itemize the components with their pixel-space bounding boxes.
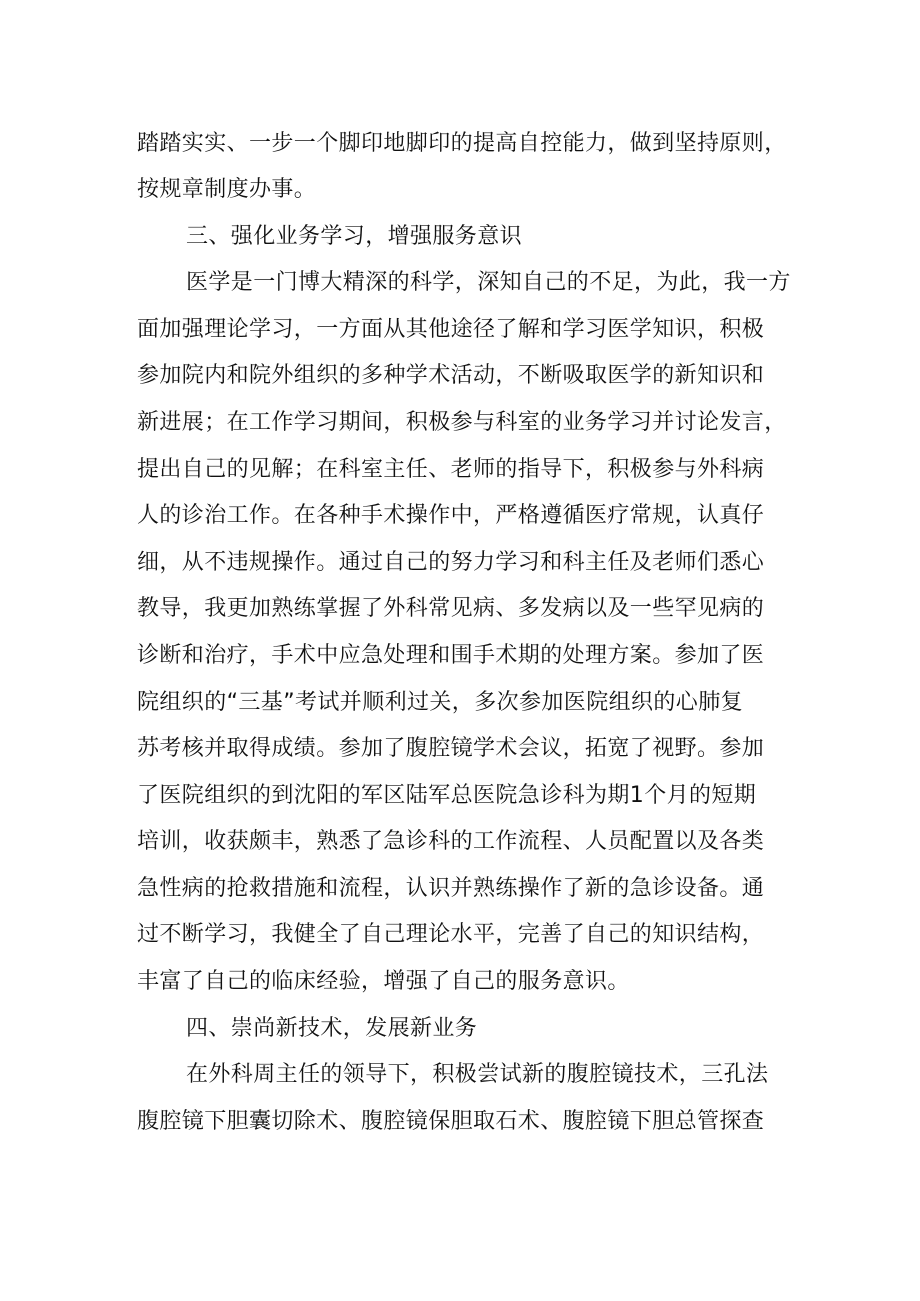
text-line: 在外科周主任的领导下，积极尝试新的腹腔镜技术，三孔法 (186, 1062, 769, 1087)
text-line: 教导，我更加熟练掌握了外科常见病、多发病以及一些罕见病的 (137, 596, 765, 621)
text-line: 腹腔镜下胆囊切除术、腹腔镜保胆取石术、腹腔镜下胆总管探查 (137, 1109, 765, 1134)
text-line: 提出自己的见解；在科室主任、老师的指导下，积极参与外科病 (137, 457, 765, 482)
text-line: 面加强理论学习，一方面从其他途径了解和学习医学知识，积极 (137, 317, 765, 342)
text-line: 参加院内和院外组织的多种学术活动，不断吸取医学的新知识和 (137, 363, 765, 388)
text-line: 医学是一门博大精深的科学，深知自己的不足，为此，我一方 (186, 270, 791, 295)
text-line: 人的诊治工作。在各种手术操作中，严格遵循医疗常规，认真仔 (137, 503, 765, 528)
section-heading: 四、崇尚新技术，发展新业务 (186, 1016, 478, 1041)
text-line: 了医院组织的到沈阳的军区陆军总医院急诊科为期1个月的短期 (137, 783, 757, 808)
text-line: 培训，收获颇丰，熟悉了急诊科的工作流程、人员配置以及各类 (137, 829, 765, 854)
text-line: 院组织的“三基”考试并顺利过关，多次参加医院组织的心肺复 (137, 690, 743, 715)
text-line: 丰富了自己的临床经验，增强了自己的服务意识。 (137, 969, 630, 994)
text-line: 踏踏实实、一步一个脚印地脚印的提高自控能力，做到坚持原则， (137, 131, 787, 156)
section-heading: 三、强化业务学习，增强服务意识 (186, 224, 523, 249)
text-line: 诊断和治疗，手术中应急处理和围手术期的处理方案。参加了医 (137, 643, 765, 668)
text-line: 按规章制度办事。 (137, 177, 317, 202)
text-line: 苏考核并取得成绩。参加了腹腔镜学术会议，拓宽了视野。参加 (137, 736, 765, 761)
text-line: 急性病的抢救措施和流程，认识并熟练操作了新的急诊设备。通 (137, 876, 765, 901)
text-line: 过不断学习，我健全了自己理论水平，完善了自己的知识结构， (137, 922, 765, 947)
text-line: 新进展；在工作学习期间，积极参与科室的业务学习并讨论发言， (137, 410, 787, 435)
text-line: 细，从不违规操作。通过自己的努力学习和科主任及老师们悉心 (137, 550, 765, 575)
